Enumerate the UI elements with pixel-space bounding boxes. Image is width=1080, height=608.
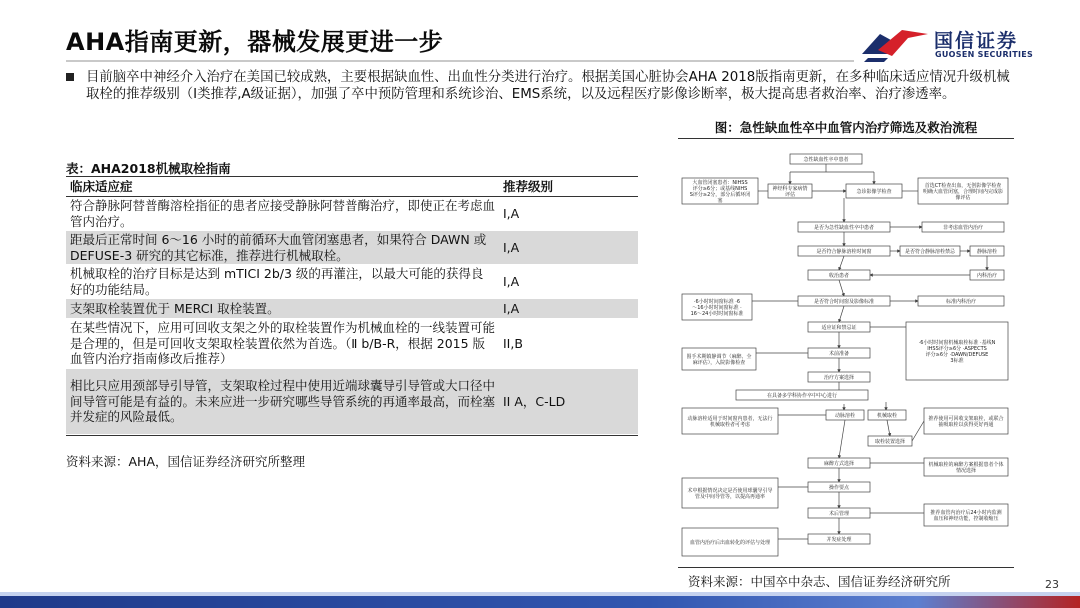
footer-band	[0, 596, 1080, 608]
flow-connector	[839, 280, 844, 296]
logo-subtitle: GUOSEN SECURITIES	[935, 50, 1034, 59]
flow-node-mt	[868, 410, 906, 420]
flow-node-std	[918, 296, 1004, 306]
flow-node-q3	[900, 246, 960, 256]
flow-connector	[839, 420, 845, 458]
table-source: 资料来源：AHA，国信证券经济研究所整理	[66, 454, 306, 469]
flow-node-intra	[808, 458, 870, 468]
svg-text:机械取栓的麻醉方案根据患者个体: 机械取栓的麻醉方案根据患者个体	[928, 462, 1004, 468]
row-indication: 在某些情况下，应用可回收支架之外的取栓装置作为机械血栓的一线装置可能是合理的，但是可回收支架取栓装置依然为首选。（Ⅱ b/B-R，根据 2015 版血管内治疗指南修改后推荐）	[70, 320, 496, 367]
svg-text:情况选择: 情况选择	[955, 468, 977, 474]
svg-text:术后管理: 术后管理	[828, 511, 850, 517]
svg-text:动脉溶栓: 动脉溶栓	[834, 413, 856, 419]
flow-node-leftwin	[682, 294, 752, 320]
flow-connector	[839, 306, 844, 322]
svg-text:首选CT检查出血，无创影像学检查: 首选CT检查出血，无创影像学检查	[924, 183, 1002, 189]
svg-text:收治患者: 收治患者	[828, 273, 850, 279]
flow-node-no1	[922, 222, 1004, 232]
flow-node-start	[790, 154, 862, 164]
flow-node-conservative	[970, 270, 1004, 280]
table-row	[66, 231, 638, 265]
table-bottom-rule	[66, 435, 638, 436]
flow-node-q2	[798, 246, 890, 256]
row-level: II,B	[503, 335, 523, 351]
table-title: 表：AHA2018机械取栓指南	[66, 160, 638, 177]
guosen-logo-icon	[858, 24, 930, 64]
svg-text:治疗方案选择: 治疗方案选择	[823, 375, 855, 381]
row-level: I,A	[503, 239, 520, 255]
figure-bottom-rule	[678, 567, 1014, 568]
table-body	[66, 197, 638, 435]
svg-text:3标准: 3标准	[950, 358, 964, 364]
flow-node-choose	[868, 436, 912, 446]
page-number: 23	[1045, 578, 1059, 591]
flow-node-anes	[808, 348, 870, 358]
svg-text:机械取栓者可考虑: 机械取栓者可考虑	[709, 422, 751, 428]
table-row	[66, 265, 638, 299]
slide-title: AHA指南更新，器械发展更进一步	[66, 28, 444, 56]
bullet-marker	[66, 73, 74, 81]
svg-text:急性缺血性卒中患者: 急性缺血性卒中患者	[803, 157, 849, 163]
svg-text:16～24小时时间窗标准: 16～24小时时间窗标准	[690, 311, 744, 317]
svg-text:评估: 评估	[784, 192, 796, 198]
svg-text:塞: 塞	[717, 198, 723, 204]
svg-text:评分≥6分；或基线NIHS: 评分≥6分；或基线NIHS	[692, 186, 748, 192]
svg-text:抽吸取栓以获得更好再通: 抽吸取栓以获得更好再通	[938, 422, 994, 428]
flow-node-left4	[682, 478, 778, 508]
svg-text:操作要点: 操作要点	[828, 485, 850, 491]
svg-text:术中根据情况决定是否使用球囊导引导: 术中根据情况决定是否使用球囊导引导	[687, 488, 773, 494]
svg-text:明确大血管闭塞，合理时间内完成影: 明确大血管闭塞，合理时间内完成影	[922, 189, 1004, 195]
svg-text:非考虑血管内治疗: 非考虑血管内治疗	[942, 225, 984, 231]
svg-text:适应证和禁忌证: 适应证和禁忌证	[821, 325, 857, 331]
flow-connector	[839, 256, 844, 270]
table-row	[66, 369, 638, 435]
figure-title: 图：急性缺血性卒中血管内治疗筛选及救治流程	[678, 119, 1014, 139]
table-header-row	[66, 177, 638, 197]
svg-text:评分≥6分 ·DAWN/DEFUSE: 评分≥6分 ·DAWN/DEFUSE	[925, 352, 989, 358]
flow-node-post	[808, 508, 870, 518]
svg-text:内科治疗: 内科治疗	[976, 273, 998, 279]
flow-node-q4	[798, 296, 890, 306]
svg-text:·6小时时间窗机械取栓标准 ·基线N: ·6小时时间窗机械取栓标准 ·基线N	[918, 340, 996, 346]
title-underline	[66, 60, 854, 62]
svg-text:像评估: 像评估	[955, 195, 971, 201]
flow-node-iv	[970, 246, 1004, 256]
row-indication: 相比只应用颈部导引导管，支架取栓过程中使用近端球囊导引导管或大口径中间导管可能是有益的。未来应进一步研究哪些导管系统的再通率最高，而栓塞并发症的风险最低。	[70, 378, 496, 425]
svg-text:·6小时时间窗标准 ·6: ·6小时时间窗标准 ·6	[693, 299, 741, 305]
svg-text:静脉溶栓: 静脉溶栓	[976, 249, 998, 255]
svg-text:大血管闭塞患者：NIHSS: 大血管闭塞患者：NIHSS	[692, 180, 748, 186]
svg-text:取栓装置选择: 取栓装置选择	[874, 439, 906, 445]
svg-text:急诊影像学检查: 急诊影像学检查	[856, 189, 892, 195]
flow-node-left1	[682, 178, 758, 204]
row-indication: 符合静脉阿替普酶溶栓指征的患者应接受静脉阿替普酶治疗，即使正在考虑血管内治疗。	[70, 198, 496, 229]
svg-text:血压和神经功能，控制收缩压: 血压和神经功能，控制收缩压	[933, 516, 999, 522]
table-row	[66, 197, 638, 231]
summary-bullet	[66, 69, 1022, 103]
svg-text:围手术期镇静调节（麻醉、全: 围手术期镇静调节（麻醉、全	[686, 354, 752, 360]
flow-node-rightcrit	[906, 322, 1008, 380]
svg-text:～16小时时间窗标准 ·: ～16小时时间窗标准 ·	[692, 305, 742, 311]
svg-text:麻评估），入院影像检查: 麻评估），入院影像检查	[692, 360, 746, 366]
row-level: II A，C-LD	[503, 393, 566, 409]
header-level: 推荐级别	[503, 179, 554, 194]
flow-node-consent	[808, 322, 870, 332]
svg-text:推荐使用可回收支架取栓，或联合: 推荐使用可回收支架取栓，或联合	[928, 416, 1004, 422]
svg-text:麻醉方式选择: 麻醉方式选择	[823, 461, 855, 467]
flow-node-left5	[682, 528, 778, 556]
slide-header	[0, 0, 1080, 62]
flow-node-right5	[924, 504, 1008, 526]
guideline-table	[66, 160, 638, 436]
svg-text:是否符合静脉溶栓禁忌: 是否符合静脉溶栓禁忌	[904, 249, 956, 255]
svg-text:机械取栓: 机械取栓	[876, 413, 898, 419]
row-level: I,A	[503, 205, 520, 221]
flow-connector	[912, 421, 924, 441]
table-row	[66, 299, 638, 319]
svg-text:在具备多学科协作卒中中心进行: 在具备多学科协作卒中中心进行	[766, 393, 838, 399]
flow-node-left3	[682, 408, 778, 434]
flow-node-ia	[826, 410, 864, 420]
svg-text:是否符合静脉溶栓时间窗: 是否符合静脉溶栓时间窗	[816, 249, 872, 255]
flow-node-imaging	[846, 184, 902, 198]
svg-text:并发症处理: 并发症处理	[826, 537, 852, 543]
flow-node-right4	[924, 458, 1008, 476]
logo-name: 国信证券	[934, 30, 1019, 52]
summary-text: 目前脑卒中神经介入治疗在美国已较成熟，主要根据缺血性、出血性分类进行治疗。根据美国心脏协会AHA 2018版指南更新，在多种临床适应情况升级机械取栓的推荐级别（I类推荐,A级证据），加强了卒中预防管理和系统诊治、EMS系统，以及远程医疗影像诊断率，极大提高患者救治率、治疗渗透率。	[86, 70, 1010, 102]
svg-text:是否为急性缺血性卒中患者: 是否为急性缺血性卒中患者	[813, 225, 875, 231]
flow-node-comp	[808, 534, 870, 544]
row-level: I,A	[503, 300, 520, 316]
svg-text:是否符合时间窗及影像标准: 是否符合时间窗及影像标准	[813, 299, 875, 305]
figure-source: 资料来源：中国卒中杂志、国信证券经济研究所	[688, 574, 951, 589]
flow-node-right3	[924, 408, 1008, 434]
header-indication: 临床适应症	[70, 179, 133, 194]
flow-node-neuro	[768, 184, 812, 198]
table-row	[66, 319, 638, 369]
row-indication: 距最后正常时间 6～16 小时的前循环大血管闭塞患者，如果符合 DAWN 或 DEFUSE-3 研究的其它标准，推荐进行机械取栓。	[70, 232, 487, 263]
svg-text:神经科专家病情: 神经科专家病情	[772, 186, 808, 192]
row-indication: 支架取栓装置优于 MERCI 取栓装置。	[70, 300, 280, 316]
svg-text:S评分≥2分，部分后循环闭: S评分≥2分，部分后循环闭	[689, 192, 751, 198]
flow-node-leftanes	[682, 348, 756, 370]
flow-connector	[887, 420, 890, 436]
row-level: I,A	[503, 273, 520, 289]
svg-text:动脉溶栓适用于时间窗内患者，无法行: 动脉溶栓适用于时间窗内患者，无法行	[687, 416, 773, 422]
flow-node-admit	[808, 270, 870, 280]
treatment-flowchart	[678, 146, 1014, 564]
flow-node-right1	[918, 178, 1008, 204]
svg-text:术前准备: 术前准备	[828, 351, 850, 357]
row-indication: 机械取栓的治疗目标是达到 mTICI 2b/3 级的再灌注，以最大可能的获得良好的功能结局。	[70, 266, 484, 297]
svg-text:推荐血管内治疗后24小时内监测: 推荐血管内治疗后24小时内监测	[930, 510, 1002, 516]
svg-text:标准内科治疗: 标准内科治疗	[945, 299, 977, 305]
flow-node-path	[808, 372, 870, 382]
flow-node-q1	[798, 222, 890, 232]
flow-node-strategy	[736, 390, 868, 400]
svg-text:管及中间导管等，以提高再通率: 管及中间导管等，以提高再通率	[694, 494, 766, 500]
flow-node-tech	[808, 482, 870, 492]
svg-text:IHSS评分≥6分 ·ASPECTS: IHSS评分≥6分 ·ASPECTS	[927, 346, 987, 352]
svg-text:血管内治疗后出血转化的评估与处理: 血管内治疗后出血转化的评估与处理	[689, 540, 771, 546]
company-logo	[858, 24, 1058, 66]
